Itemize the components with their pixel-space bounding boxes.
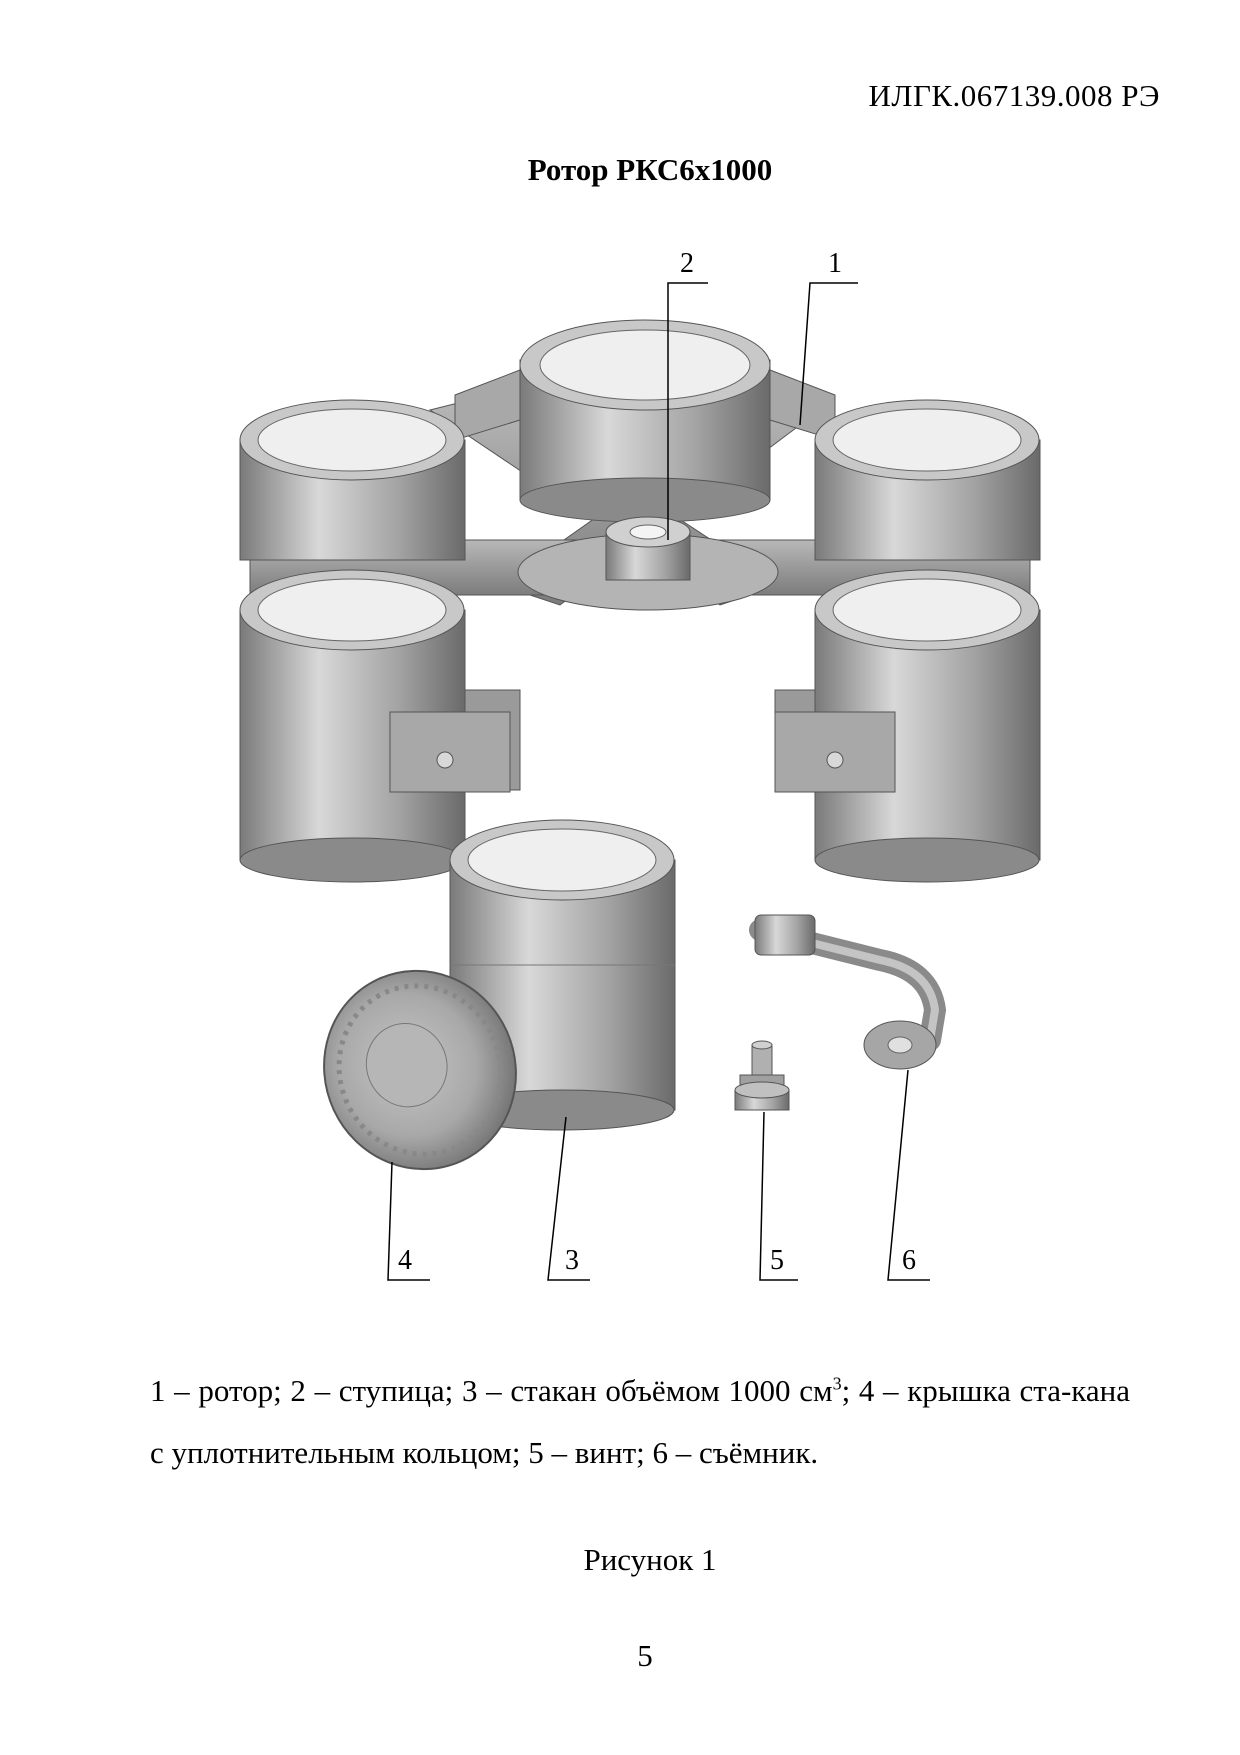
figure-legend	[150, 1360, 1130, 1484]
legend-superscript: 3	[832, 1373, 842, 1394]
legend-text-2: ; 4 – крышка ста-кана с уплотнительным кольцом; 5 – винт; 6 – съёмник.	[150, 1373, 1130, 1470]
screw	[735, 1041, 789, 1110]
callout-1: 1	[828, 248, 842, 279]
callout-5: 5	[770, 1245, 784, 1276]
document-code: ИЛГК.067139.008 РЭ	[868, 78, 1160, 113]
rotor-bucket-back-right	[815, 400, 1040, 560]
callout-6: 6	[902, 1245, 916, 1276]
rotor-bucket-back	[520, 320, 770, 522]
rotor-hub	[518, 517, 778, 610]
page-number: 5	[637, 1638, 653, 1673]
callout-3: 3	[565, 1245, 579, 1276]
legend-text-1: 1 – ротор; 2 – ступица; 3 – стакан объёмом 1000 см	[150, 1373, 833, 1408]
rotor-trunnion-blocks	[390, 712, 895, 792]
figure-title: Ротор РКС6х1000	[527, 152, 773, 187]
rotor-bucket-back-left	[240, 400, 465, 560]
puller	[755, 915, 936, 1069]
callout-2: 2	[680, 248, 694, 279]
figure-caption: Рисунок 1	[583, 1542, 717, 1577]
callout-4: 4	[398, 1245, 412, 1276]
